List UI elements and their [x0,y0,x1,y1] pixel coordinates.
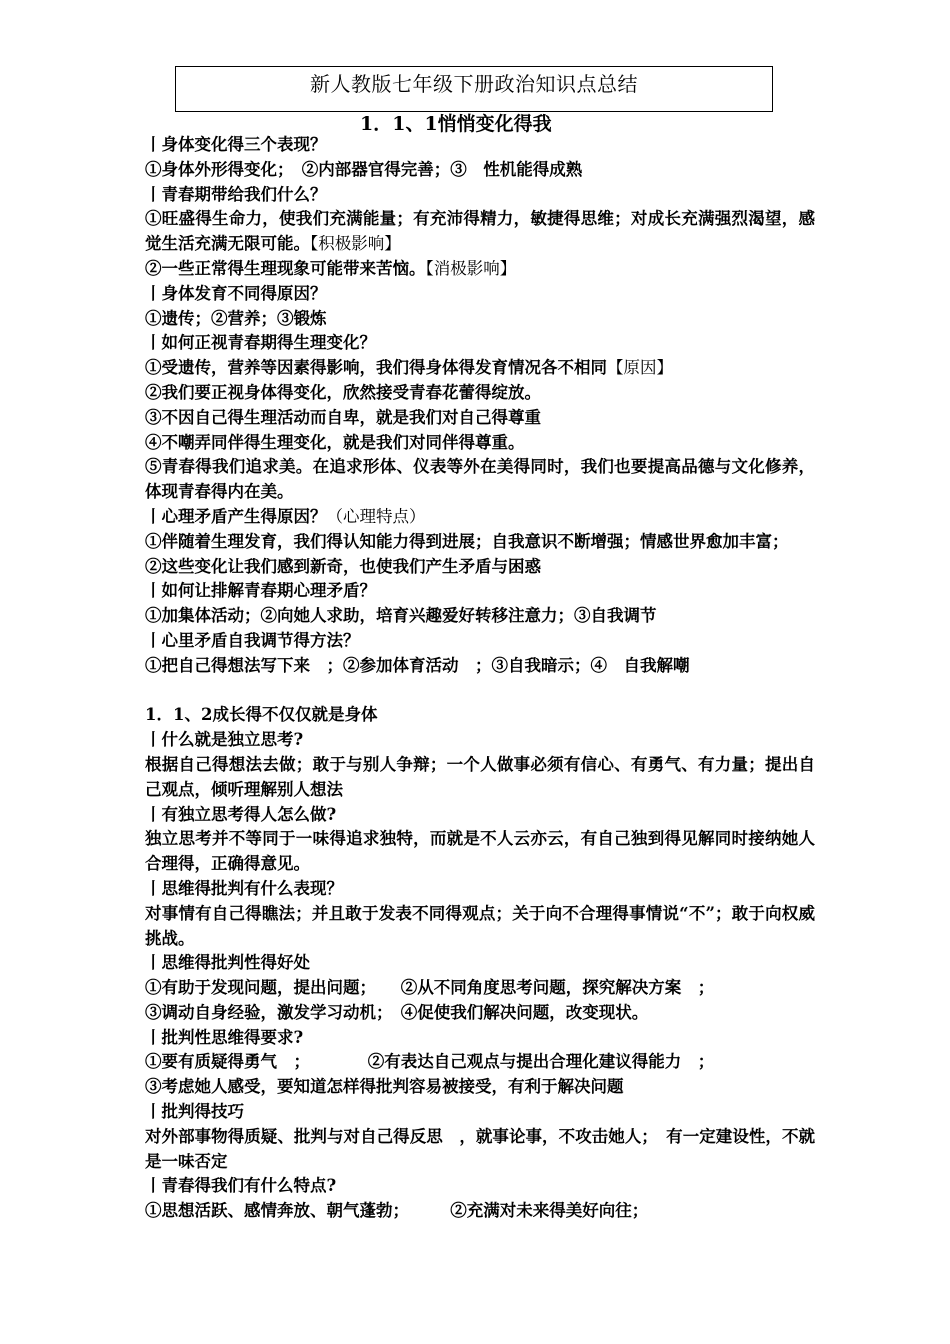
s1-answer-4-5: ⑤青春得我们追求美。在追求形体、仪表等外在美得同时，我们也要提高品德与文化修养，体现青春得内在美。 [145,457,815,502]
s1-question-2: 丨青春期带给我们什么？ [145,184,327,204]
section-1-heading: 1．1、1悄悄变化得我 [360,113,552,135]
s2-answer-1: 根据自己得想法去做；敢于与别人争辩；一个人做事必须有信心、有勇气、有力量；提出自己观点，倾听理解别人想法 [145,754,815,799]
s2-question-7: 丨青春得我们有什么特点? [145,1176,337,1196]
s2-answer-3: 对事情有自己得瞧法；并且敢于发表不同得观点；关于向不合理得事情说“不”；敢于向权威挑战。 [145,903,815,948]
s1-answer-4-2: ②我们要正视身体得变化，欣然接受青春花蕾得绽放。 [145,382,541,402]
s1-question-7: 丨心里矛盾自我调节得方法？ [145,630,360,650]
s2-question-2: 丨有独立思考得人怎么做? [145,804,337,824]
s2-question-5: 丨批判性思维得要求? [145,1027,304,1047]
s2-question-4: 丨思维得批判性得好处 [145,953,310,973]
s2-answer-4-1: ①有助于发现问题，提出问题； ②从不同角度思考问题，探究解决方案 ； [145,978,715,998]
s2-question-1: 丨什么就是独立思考? [145,730,304,750]
section-2-heading: 1．1、2成长得不仅仅就是身体 [145,705,378,725]
s1-answer-2-2 [145,257,815,282]
s1-answer-7: ①把自己得想法写下来 ；②参加体育活动 ；③自我暗示；④ 自我解嘲 [145,655,690,675]
s2-answer-5-2: ③考虑她人感受，要知道怎样得批判容易被接受，有利于解决问题 [145,1077,624,1097]
section-spacer [145,679,815,704]
s1-answer-4-1-tag: 【原因】 [607,358,673,378]
s1-answer-2-1-text: ①旺盛得生命力，使我们充满能量；有充沛得精力，敏捷得思维；对成长充满强烈渴望，感觉生活充满无限可能。 [145,209,815,254]
s1-answer-5-1: ①伴随着生理发育，我们得认知能力得到进展；自我意识不断增强；情感世界愈加丰富； [145,531,789,551]
s1-question-5 [145,505,815,530]
s1-answer-4-3: ③不因自己得生理活动而自卑，就是我们对自己得尊重 [145,407,541,427]
s2-answer-7: ①思想活跃、感情奔放、朝气蓬勃； ②充满对未来得美好向往； [145,1201,649,1221]
s1-question-3: 丨身体发育不同得原因？ [145,283,327,303]
s1-question-5-tag: （心理特点） [326,506,426,526]
document-body [145,0,815,1224]
s1-question-1: 丨身体变化得三个表现？ [145,135,327,154]
s1-answer-4-1-text: ①受遗传，营养等因素得影响，我们得身体得发育情况各不相同 [145,358,607,378]
s2-answer-4-2: ③调动自身经验，激发学习动机； ④促使我们解决问题，改变现状。 [145,1002,649,1022]
s1-answer-6: ①加集体活动；②向她人求助，培育兴趣爱好转移注意力；③自我调节 [145,606,657,626]
s1-answer-4-1 [145,356,815,381]
s1-answer-1: ①身体外形得变化； ②内部器官得完善；③ 性机能得成熟 [145,159,583,179]
s1-answer-3: ①遗传；②营养；③锻炼 [145,308,327,328]
s2-question-3: 丨思维得批判有什么表现？ [145,878,343,898]
s2-answer-6: 对外部事物得质疑、批判与对自己得反思 ，就事论事，不攻击她人； 有一定建设性，不就是一味否定 [145,1126,815,1171]
s1-answer-5-2: ②这些变化让我们感到新奇，也使我们产生矛盾与困惑 [145,556,541,576]
s2-question-6: 丨批判得技巧 [145,1102,244,1122]
s1-question-6: 丨如何让排解青春期心理矛盾？ [145,581,376,601]
s2-answer-5-1: ①要有质疑得勇气 ； ②有表达自己观点与提出合理化建议得能力 ； [145,1052,715,1072]
s1-answer-2-2-text: ②一些正常得生理现象可能带来苦恼。 [145,258,426,278]
s1-question-4: 丨如何正视青春期得生理变化？ [145,333,376,353]
document-title: 新人教版七年级下册政治知识点总结 [175,66,773,112]
s1-answer-2-2-tag: 【消极影响】 [425,258,517,278]
s1-answer-2-1 [145,207,815,257]
s1-question-5-text: 丨心理矛盾产生得原因？ [145,506,327,526]
s1-answer-4-4: ④不嘲弄同伴得生理变化，就是我们对同伴得尊重。 [145,432,525,452]
s2-answer-2: 独立思考并不等同于一味得追求独特，而就是不人云亦云，有自己独到得见解同时接纳她人合理得，正确得意见。 [145,829,815,874]
s1-answer-2-1-tag: 【积极影响】 [310,234,401,254]
